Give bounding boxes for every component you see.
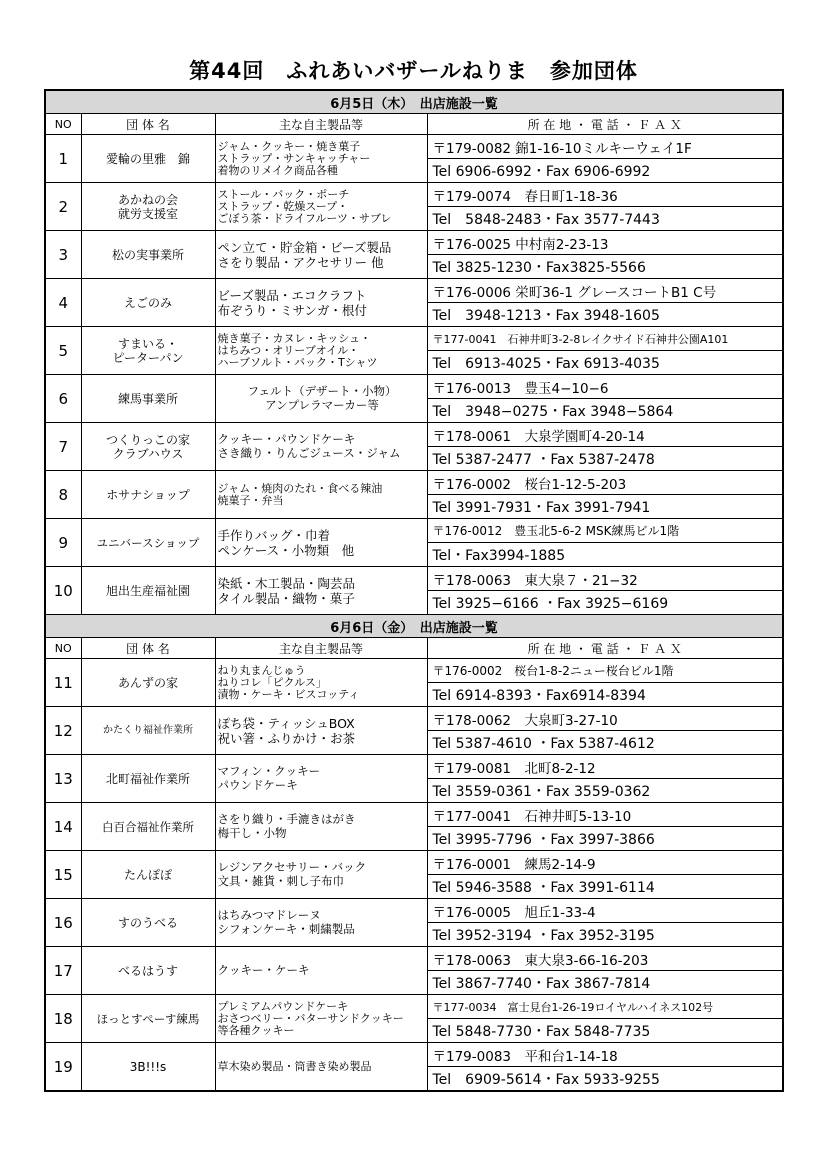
row-number: 14	[45, 803, 81, 851]
tel-fax: Tel 6909-5614・Fax 5933-9255	[427, 1067, 783, 1092]
cell-line: 文具・雑貨・刺し子布巾	[217, 873, 344, 888]
cell-line: クッキー・ケーキ	[217, 962, 310, 977]
products	[215, 899, 427, 947]
address: 〒178-0063 東大泉3-66-16-203	[427, 947, 783, 971]
products	[215, 707, 427, 755]
tel-fax: Tel 6906-6992・Fax 6906-6992	[427, 159, 783, 183]
address: 〒179-0083 平和台1-14-18	[427, 1043, 783, 1067]
cell-line: えごのみ	[123, 295, 172, 310]
header-name: 団 体 名	[81, 638, 215, 659]
row-number: 1	[45, 135, 81, 183]
cell-line: 3B!!!s	[129, 1059, 167, 1074]
cell-line: タイル製品・織物・菓子	[217, 590, 355, 606]
cell-line: 染紙・木工製品・陶芸品	[217, 575, 356, 591]
tel-fax: Tel 3991-7931・Fax 3991-7941	[427, 495, 783, 519]
products	[215, 803, 427, 851]
row-number: 17	[45, 947, 81, 995]
header-products: 主な自主製品等	[215, 638, 427, 659]
cell-line: ストラップ・乾燥スープ・	[217, 199, 349, 213]
table-row	[45, 327, 783, 351]
cell-line: 旭出生産福祉園	[105, 583, 190, 598]
cell-line: ねりコレ「ピクルス」	[217, 675, 327, 689]
header-products: 主な自主製品等	[215, 114, 427, 135]
table-row	[45, 375, 783, 399]
tel-fax: Tel 5848-2483・Fax 3577-7443	[427, 207, 783, 231]
address: 〒179-0082 錦1-16-10ミルキーウェイ1F	[427, 135, 783, 159]
products	[215, 231, 427, 279]
tel-fax: Tel 5848-7730・Fax 5848-7735	[427, 1019, 783, 1043]
group-name	[81, 327, 215, 375]
cell-line: おさつベリー・バターサンドクッキー	[217, 1011, 404, 1025]
table-row	[45, 135, 783, 159]
address: 〒176-0012 豊玉北5-6-2 MSK練馬ビル1階	[427, 519, 783, 543]
group-name	[81, 995, 215, 1043]
cell-line: ペンケース・小物類 他	[217, 542, 355, 558]
cell-line: ジャム・焼肉のたれ・食べる辣油	[217, 481, 383, 495]
cell-line: ごぼう茶・ドライフルーツ・サブレ	[217, 211, 392, 225]
row-number: 5	[45, 327, 81, 375]
row-number: 9	[45, 519, 81, 567]
address: 〒176-0001 練馬2-14-9	[427, 851, 783, 875]
row-number: 15	[45, 851, 81, 899]
group-name	[81, 423, 215, 471]
products	[215, 423, 427, 471]
cell-line: ビーズ製品・エコクラフト	[217, 287, 367, 303]
cell-line: ユニバースショップ	[96, 535, 200, 550]
column-header-row	[45, 114, 783, 135]
cell-line: レジンアクセサリー・バック	[217, 860, 367, 874]
tel-fax: Tel 3995-7796 ・Fax 3997-3866	[427, 827, 783, 851]
cell-line: 等各種クッキー	[217, 1023, 295, 1037]
tel-fax: Tel 3948-1213・Fax 3948-1605	[427, 303, 783, 327]
cell-line: 梅干し・小物	[217, 825, 287, 840]
table-row	[45, 995, 783, 1019]
address: 〒178-0062 大泉町3-27-10	[427, 707, 783, 731]
cell-line: 愛輪の里雅 錦	[105, 151, 190, 166]
group-name	[81, 803, 215, 851]
cell-line: フェルト（デザート・小物）	[247, 384, 397, 398]
header-contact: 所 在 地 ・ 電 話 ・ Ｆ Ａ Ｘ	[427, 638, 783, 659]
tel-fax: Tel 6914-8393・Fax6914-8394	[427, 683, 783, 707]
address: 〒178-0061 大泉学園町4-20-14	[427, 423, 783, 447]
address: 〒179-0081 北町8-2-12	[427, 755, 783, 779]
table-row	[45, 707, 783, 731]
group-name	[81, 183, 215, 231]
row-number: 18	[45, 995, 81, 1043]
products	[215, 519, 427, 567]
cell-line: はちみつマドレーヌ	[217, 908, 321, 922]
tel-fax: Tel 3867-7740・Fax 3867-7814	[427, 971, 783, 995]
row-number: 12	[45, 707, 81, 755]
cell-line: ぽち袋・ティッシュBOX	[217, 715, 355, 731]
cell-line: 白百合福祉作業所	[102, 819, 194, 834]
section-heading-row	[45, 90, 783, 114]
group-name	[81, 231, 215, 279]
cell-line: 手作りバッグ・巾着	[217, 527, 331, 543]
group-name	[81, 755, 215, 803]
row-number: 7	[45, 423, 81, 471]
table-row	[45, 567, 783, 591]
cell-line: 焼菓子・弁当	[217, 493, 284, 507]
products	[215, 279, 427, 327]
cell-line: プレミアムパウンドケーキ	[217, 999, 349, 1013]
cell-line: あんずの家	[117, 675, 178, 690]
products	[215, 851, 427, 899]
cell-line: さをり製品・アクセサリー 他	[217, 254, 384, 270]
header-no: NO	[45, 638, 81, 659]
tel-fax: Tel 3559-0361・Fax 3559-0362	[427, 779, 783, 803]
cell-line: ジャム・クッキー・焼き菓子	[217, 139, 361, 153]
table-row	[45, 231, 783, 255]
cell-line: パウンドケーキ	[217, 777, 298, 792]
cell-line: 草木染め製品・筒書き染め製品	[217, 1059, 372, 1073]
group-name	[81, 279, 215, 327]
cell-line: ホサナショップ	[106, 487, 190, 502]
address: 〒176-0002 桜台1-8-2ニュー桜台ビル1階	[427, 659, 783, 683]
address: 〒178-0063 東大泉７・21−32	[427, 567, 783, 591]
address: 〒177-0041 石神井町5-13-10	[427, 803, 783, 827]
row-number: 2	[45, 183, 81, 231]
participants-table	[44, 89, 784, 1092]
group-name	[81, 519, 215, 567]
cell-line: 就労支援室	[117, 206, 178, 221]
group-name	[81, 851, 215, 899]
table-row	[45, 1043, 783, 1067]
section-heading: 6月6日（金） 出店施設一覧	[45, 615, 783, 638]
cell-line: ねり丸まんじゅう	[217, 663, 306, 677]
products	[215, 135, 427, 183]
address: 〒177-0041 石神井町3-2-8レイクサイド石神井公園A101	[427, 327, 783, 351]
products	[215, 947, 427, 995]
page-title: 第44回 ふれあいバザールねりま 参加団体	[189, 59, 638, 83]
group-name	[81, 659, 215, 707]
products	[215, 995, 427, 1043]
tel-fax: Tel 6913-4025・Fax 6913-4035	[427, 351, 783, 375]
header-name: 団 体 名	[81, 114, 215, 135]
address: 〒176-0006 栄町36-1 グレースコートB1 C号	[427, 279, 783, 303]
cell-line: ハーブソルト・バック・Tシャツ	[217, 355, 378, 369]
cell-line: ストラップ・サンキャッチャー	[217, 151, 371, 165]
table-row	[45, 851, 783, 875]
column-header-row	[45, 638, 783, 659]
group-name	[81, 707, 215, 755]
cell-line: たんぽぽ	[123, 867, 172, 882]
group-name	[81, 375, 215, 423]
table-row	[45, 755, 783, 779]
cell-line: べるはうす	[117, 963, 178, 978]
products	[215, 567, 427, 615]
products	[215, 471, 427, 519]
cell-line: ピーターパン	[112, 350, 184, 365]
products	[215, 183, 427, 231]
table-row	[45, 279, 783, 303]
tel-fax: Tel 3952-3194 ・Fax 3952-3195	[427, 923, 783, 947]
cell-line: 焼き菓子・カヌレ・キッシュ・	[217, 331, 372, 345]
row-number: 6	[45, 375, 81, 423]
group-name	[81, 135, 215, 183]
cell-line: 着物のリメイク商品各種	[217, 163, 338, 177]
cell-line: シフォンケーキ・刺繍製品	[217, 921, 355, 936]
group-name	[81, 899, 215, 947]
section-heading: 6月5日（木） 出店施設一覧	[45, 90, 783, 114]
tel-fax: Tel・Fax3994-1885	[427, 543, 783, 567]
cell-line: クラブハウス	[112, 446, 184, 461]
group-name	[81, 471, 215, 519]
cell-line: マフィン・クッキー	[217, 764, 321, 778]
cell-line: さをり織り・手漉きはがき	[217, 812, 356, 826]
cell-line: 漬物・ケーキ・ビスコッティ	[217, 687, 360, 701]
tel-fax: Tel 5946-3588 ・Fax 3991-6114	[427, 875, 783, 899]
cell-line: 祝い箸・ふりかけ・お茶	[217, 730, 356, 746]
row-number: 13	[45, 755, 81, 803]
group-name	[81, 1043, 215, 1092]
table-row	[45, 183, 783, 207]
table-row	[45, 803, 783, 827]
address: 〒176-0005 旭丘1-33-4	[427, 899, 783, 923]
row-number: 11	[45, 659, 81, 707]
cell-line: 松の実事業所	[111, 247, 184, 262]
cell-line: かたくり福祉作業所	[103, 724, 193, 736]
row-number: 10	[45, 567, 81, 615]
tel-fax: Tel 5387-4610 ・Fax 5387-4612	[427, 731, 783, 755]
tel-fax: Tel 3925−6166 ・Fax 3925−6169	[427, 591, 783, 615]
table-row	[45, 423, 783, 447]
cell-line: すまいる・	[117, 336, 178, 351]
cell-line: 練馬事業所	[117, 391, 178, 406]
cell-line: ペン立て・貯金箱・ビーズ製品	[217, 239, 392, 255]
products	[215, 375, 427, 423]
table-row	[45, 471, 783, 495]
products	[215, 1043, 427, 1092]
products	[215, 755, 427, 803]
tel-fax: Tel 3825-1230・Fax3825-5566	[427, 255, 783, 279]
tel-fax: Tel 3948−0275・Fax 3948−5864	[427, 399, 783, 423]
cell-line: 北町福祉作業所	[105, 771, 190, 786]
section-heading-row	[45, 615, 783, 638]
address: 〒176-0013 豊玉4−10−6	[427, 375, 783, 399]
cell-line: アンプレラマーカー等	[265, 397, 379, 412]
products	[215, 327, 427, 375]
cell-line: すのうべる	[117, 915, 178, 930]
cell-line: あかねの会	[117, 192, 178, 207]
table-row	[45, 899, 783, 923]
group-name	[81, 947, 215, 995]
group-name	[81, 567, 215, 615]
address: 〒179-0074 春日町1-18-36	[427, 183, 783, 207]
table-row	[45, 947, 783, 971]
table-row	[45, 519, 783, 543]
tel-fax: Tel 5387-2477 ・Fax 5387-2478	[427, 447, 783, 471]
cell-line: 布ぞうり・ミサンガ・根付	[217, 302, 367, 318]
cell-line: はちみつ・オリーブオイル・	[217, 343, 360, 357]
address: 〒177-0034 富士見台1-26-19ロイヤルハイネス102号	[427, 995, 783, 1019]
address: 〒176-0002 桜台1-12-5-203	[427, 471, 783, 495]
row-number: 19	[45, 1043, 81, 1092]
row-number: 3	[45, 231, 81, 279]
cell-line: クッキー・パウンドケーキ	[217, 432, 356, 446]
cell-line: さき織り・りんごジュース・ジャム	[217, 445, 401, 460]
address: 〒176-0025 中村南2-23-13	[427, 231, 783, 255]
cell-line: ストール・バック・ポーチ	[217, 187, 350, 201]
cell-line: ほっとすぺーす練馬	[96, 1011, 200, 1026]
table-row	[45, 659, 783, 683]
cell-line: つくりっこの家	[105, 432, 190, 447]
row-number: 16	[45, 899, 81, 947]
row-number: 4	[45, 279, 81, 327]
header-contact: 所 在 地 ・ 電 話 ・ Ｆ Ａ Ｘ	[427, 114, 783, 135]
header-no: NO	[45, 114, 81, 135]
products	[215, 659, 427, 707]
row-number: 8	[45, 471, 81, 519]
